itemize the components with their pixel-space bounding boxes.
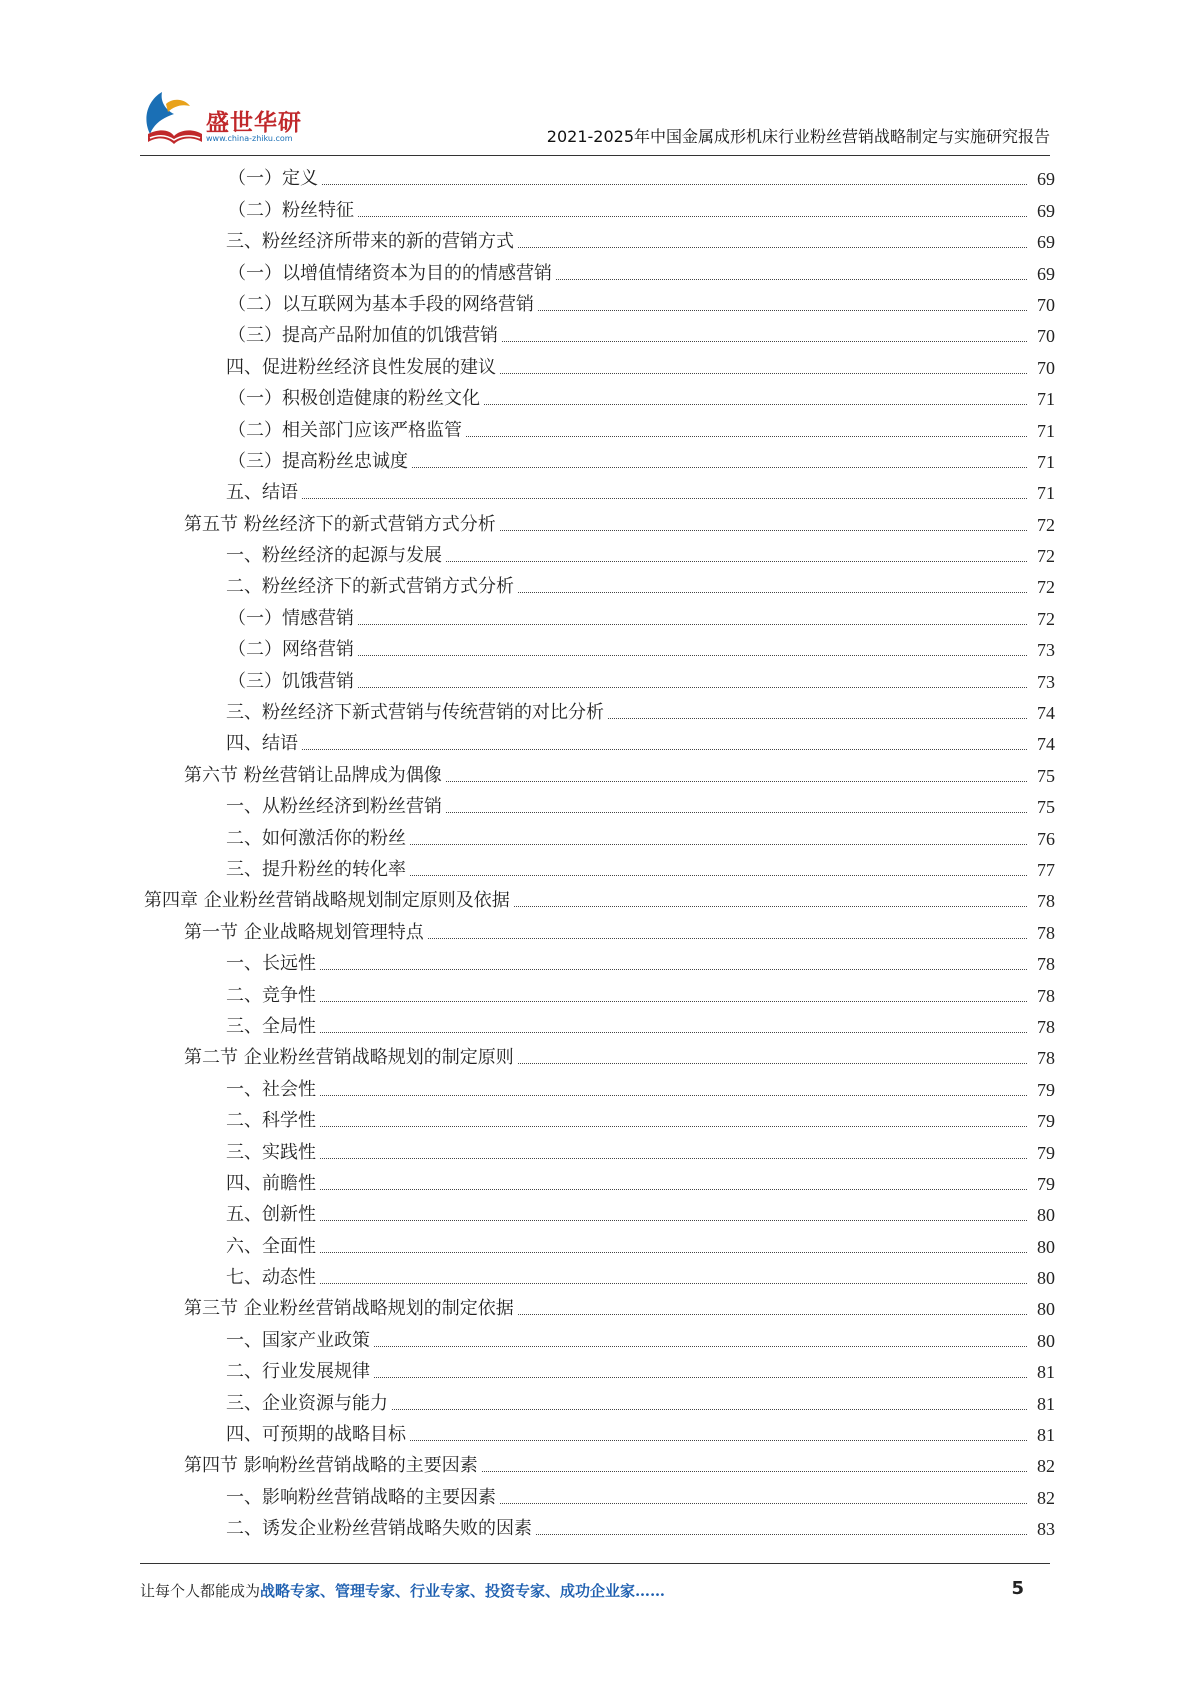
toc-leader-dots — [358, 655, 1027, 656]
toc-leader-dots — [518, 1063, 1027, 1064]
toc-leader-dots — [500, 373, 1027, 374]
toc-entry[interactable] — [140, 945, 1055, 976]
toc-leader-dots — [320, 1220, 1027, 1221]
header-divider — [140, 155, 1050, 156]
toc-entry-page: 82 — [1037, 1487, 1055, 1508]
toc-entry[interactable] — [140, 662, 1055, 693]
toc-entry-page: 80 — [1037, 1268, 1055, 1289]
toc-entry[interactable] — [140, 819, 1055, 850]
toc-entry-title: 三、企业资源与能力 — [226, 1392, 388, 1414]
toc-entry[interactable] — [140, 380, 1055, 411]
toc-entry-title: 七、动态性 — [226, 1267, 316, 1289]
toc-leader-dots — [538, 310, 1027, 311]
toc-entry[interactable] — [140, 1133, 1055, 1164]
toc-entry-title: 六、全面性 — [226, 1235, 316, 1257]
toc-entry-title: （三）提高粉丝忠诚度 — [228, 450, 408, 472]
footer-divider — [140, 1563, 1050, 1564]
toc-leader-dots — [320, 1283, 1027, 1284]
toc-entry[interactable] — [140, 191, 1055, 222]
toc-entry-title: 二、如何激活你的粉丝 — [226, 827, 406, 849]
toc-leader-dots — [484, 404, 1027, 405]
toc-entry-page: 79 — [1037, 1079, 1055, 1100]
toc-entry-page: 76 — [1037, 828, 1055, 849]
toc-entry-title: （二）相关部门应该严格监管 — [228, 419, 462, 441]
toc-entry-page: 81 — [1037, 1425, 1055, 1446]
toc-entry-page: 80 — [1037, 1330, 1055, 1351]
toc-entry[interactable] — [140, 1353, 1055, 1384]
toc-entry[interactable] — [140, 599, 1055, 630]
toc-entry-title: 二、竞争性 — [226, 984, 316, 1006]
toc-entry-title: 第二节 企业粉丝营销战略规划的制定原则 — [184, 1047, 514, 1069]
toc-entry[interactable] — [140, 1510, 1055, 1541]
toc-entry-page: 74 — [1037, 703, 1055, 724]
toc-entry[interactable] — [140, 1102, 1055, 1133]
toc-leader-dots — [374, 1377, 1027, 1378]
toc-entry-title: 一、影响粉丝营销战略的主要因素 — [226, 1486, 496, 1508]
toc-entry-title: 第三节 企业粉丝营销战略规划的制定依据 — [184, 1298, 514, 1320]
toc-entry[interactable] — [140, 223, 1055, 254]
toc-leader-dots — [482, 1471, 1027, 1472]
toc-entry[interactable] — [140, 725, 1055, 756]
toc-entry-title: 四、前瞻性 — [226, 1172, 316, 1194]
toc-entry[interactable] — [140, 1196, 1055, 1227]
toc-entry-page: 75 — [1037, 797, 1055, 818]
toc-leader-dots — [410, 844, 1027, 845]
toc-leader-dots — [500, 1503, 1027, 1504]
toc-entry[interactable] — [140, 537, 1055, 568]
toc-leader-dots — [302, 498, 1027, 499]
toc-entry-page: 78 — [1037, 954, 1055, 975]
toc-entry-title: 四、可预期的战略目标 — [226, 1424, 406, 1446]
toc-entry-page: 69 — [1037, 263, 1055, 284]
toc-leader-dots — [358, 687, 1027, 688]
toc-entry-page: 82 — [1037, 1456, 1055, 1477]
toc-entry-title: 一、国家产业政策 — [226, 1329, 370, 1351]
toc-entry-page: 83 — [1037, 1519, 1055, 1540]
toc-leader-dots — [374, 1346, 1027, 1347]
report-title: 2021-2025年中国金属成形机床行业粉丝营销战略制定与实施研究报告 — [546, 127, 1050, 146]
toc-entry-page: 79 — [1037, 1142, 1055, 1163]
page-header — [140, 80, 1050, 156]
toc-entry-title: 三、粉丝经济下新式营销与传统营销的对比分析 — [226, 702, 604, 724]
toc-entry[interactable] — [140, 1447, 1055, 1478]
toc-entry-page: 69 — [1037, 200, 1055, 221]
toc-entry-page: 77 — [1037, 859, 1055, 880]
toc-entry-page: 70 — [1037, 357, 1055, 378]
toc-leader-dots — [446, 561, 1027, 562]
toc-entry-title: 一、长远性 — [226, 953, 316, 975]
toc-entry-title: 二、诱发企业粉丝营销战略失败的因素 — [226, 1518, 532, 1540]
toc-entry[interactable] — [140, 851, 1055, 882]
toc-entry-title: （二）以互联网为基本手段的网络营销 — [228, 293, 534, 315]
brand-logo — [140, 84, 320, 154]
toc-entry-title: 第六节 粉丝营销让品牌成为偶像 — [184, 764, 442, 786]
toc-leader-dots — [608, 718, 1027, 719]
toc-entry-page: 70 — [1037, 326, 1055, 347]
toc-entry-page: 81 — [1037, 1393, 1055, 1414]
toc-leader-dots — [410, 875, 1027, 876]
toc-entry[interactable] — [140, 568, 1055, 599]
toc-entry-page: 72 — [1037, 577, 1055, 598]
toc-entry[interactable] — [140, 348, 1055, 379]
slogan-highlight: 战略专家、管理专家、行业专家、投资专家、成功企业家…… — [260, 1582, 666, 1600]
toc-entry[interactable] — [140, 1384, 1055, 1415]
toc-entry[interactable] — [140, 788, 1055, 819]
toc-entry-title: 二、粉丝经济下的新式营销方式分析 — [226, 576, 514, 598]
toc-entry[interactable] — [140, 286, 1055, 317]
toc-entry-title: 五、结语 — [226, 482, 298, 504]
slogan-prefix: 让每个人都能成为 — [140, 1582, 261, 1600]
brand-name: 盛世华研 — [206, 110, 302, 136]
toc-entry[interactable] — [140, 505, 1055, 536]
toc-entry-page: 78 — [1037, 891, 1055, 912]
toc-entry[interactable] — [140, 443, 1055, 474]
toc-entry[interactable] — [140, 1259, 1055, 1290]
toc-entry-title: 二、科学性 — [226, 1110, 316, 1132]
toc-entry-page: 70 — [1037, 294, 1055, 315]
toc-entry[interactable] — [140, 1321, 1055, 1352]
toc-leader-dots — [320, 1158, 1027, 1159]
toc-leader-dots — [412, 467, 1027, 468]
toc-entry[interactable] — [140, 1416, 1055, 1447]
toc-entry-title: 第四节 影响粉丝营销战略的主要因素 — [184, 1455, 478, 1477]
toc-leader-dots — [446, 812, 1027, 813]
toc-entry[interactable] — [140, 411, 1055, 442]
toc-entry[interactable] — [140, 160, 1055, 191]
toc-entry[interactable] — [140, 631, 1055, 662]
toc-entry-title: 一、从粉丝经济到粉丝营销 — [226, 796, 442, 818]
toc-leader-dots — [320, 969, 1027, 970]
toc-entry-page: 78 — [1037, 1016, 1055, 1037]
toc-entry[interactable] — [140, 254, 1055, 285]
toc-entry-title: 三、提升粉丝的转化率 — [226, 858, 406, 880]
table-of-contents — [140, 160, 1055, 1541]
toc-entry[interactable] — [140, 1039, 1055, 1070]
toc-leader-dots — [358, 216, 1027, 217]
toc-entry-page: 79 — [1037, 1111, 1055, 1132]
toc-entry[interactable] — [140, 474, 1055, 505]
toc-entry-page: 72 — [1037, 608, 1055, 629]
toc-leader-dots — [320, 1032, 1027, 1033]
toc-entry-page: 73 — [1037, 671, 1055, 692]
toc-entry-title: 第一节 企业战略规划管理特点 — [184, 921, 424, 943]
toc-entry[interactable] — [140, 1008, 1055, 1039]
toc-entry-page: 73 — [1037, 640, 1055, 661]
toc-leader-dots — [320, 1095, 1027, 1096]
toc-entry[interactable] — [140, 1227, 1055, 1258]
toc-leader-dots — [428, 938, 1027, 939]
toc-leader-dots — [320, 1126, 1027, 1127]
toc-entry-title: （一）定义 — [228, 168, 318, 190]
toc-entry-page: 72 — [1037, 514, 1055, 535]
toc-entry-title: （二）粉丝特征 — [228, 199, 354, 221]
toc-entry-page: 79 — [1037, 1173, 1055, 1194]
toc-entry[interactable] — [140, 1478, 1055, 1509]
toc-entry-page: 80 — [1037, 1299, 1055, 1320]
toc-entry-page: 80 — [1037, 1205, 1055, 1226]
toc-entry-page: 72 — [1037, 546, 1055, 567]
page-footer — [140, 1580, 1050, 1608]
toc-entry-title: 第五节 粉丝经济下的新式营销方式分析 — [184, 513, 496, 535]
toc-leader-dots — [358, 624, 1027, 625]
toc-entry[interactable] — [140, 1290, 1055, 1321]
toc-entry-title: 四、结语 — [226, 733, 298, 755]
toc-entry-title: 三、全局性 — [226, 1015, 316, 1037]
toc-entry-page: 69 — [1037, 232, 1055, 253]
toc-leader-dots — [410, 1440, 1027, 1441]
toc-entry-page: 71 — [1037, 451, 1055, 472]
toc-leader-dots — [500, 530, 1027, 531]
toc-entry[interactable] — [140, 317, 1055, 348]
footer-slogan — [140, 1580, 665, 1601]
toc-entry[interactable] — [140, 1165, 1055, 1196]
toc-entry-page: 78 — [1037, 1048, 1055, 1069]
toc-entry-title: 三、实践性 — [226, 1141, 316, 1163]
toc-leader-dots — [302, 749, 1027, 750]
toc-entry-title: （二）网络营销 — [228, 639, 354, 661]
toc-entry-title: （三）提高产品附加值的饥饿营销 — [228, 325, 498, 347]
toc-entry-title: （一）积极创造健康的粉丝文化 — [228, 388, 480, 410]
toc-leader-dots — [466, 436, 1027, 437]
toc-entry-page: 74 — [1037, 734, 1055, 755]
toc-leader-dots — [392, 1409, 1027, 1410]
toc-leader-dots — [518, 592, 1027, 593]
brand-url: www.china-zhiku.com — [206, 134, 293, 143]
toc-leader-dots — [518, 247, 1027, 248]
toc-entry-page: 69 — [1037, 169, 1055, 190]
toc-entry[interactable] — [140, 694, 1055, 725]
toc-leader-dots — [446, 781, 1027, 782]
toc-leader-dots — [556, 279, 1027, 280]
toc-leader-dots — [514, 906, 1027, 907]
toc-entry-page: 78 — [1037, 922, 1055, 943]
toc-entry[interactable] — [140, 976, 1055, 1007]
toc-entry-page: 71 — [1037, 420, 1055, 441]
toc-entry-title: 四、促进粉丝经济良性发展的建议 — [226, 356, 496, 378]
toc-entry-page: 75 — [1037, 765, 1055, 786]
toc-leader-dots — [322, 184, 1027, 185]
toc-entry-page: 81 — [1037, 1362, 1055, 1383]
toc-entry-page: 78 — [1037, 985, 1055, 1006]
logo-book-icon — [140, 84, 210, 154]
toc-entry-title: 三、粉丝经济所带来的新的营销方式 — [226, 231, 514, 253]
toc-entry-page: 80 — [1037, 1236, 1055, 1257]
toc-leader-dots — [536, 1534, 1027, 1535]
toc-entry-title: （三）饥饿营销 — [228, 670, 354, 692]
toc-entry-title: 第四章 企业粉丝营销战略规划制定原则及依据 — [144, 890, 510, 912]
toc-entry-page: 71 — [1037, 389, 1055, 410]
toc-leader-dots — [502, 341, 1027, 342]
toc-entry-page: 71 — [1037, 483, 1055, 504]
toc-leader-dots — [320, 1252, 1027, 1253]
toc-entry-title: （一）情感营销 — [228, 607, 354, 629]
toc-entry[interactable] — [140, 913, 1055, 944]
toc-entry-title: 二、行业发展规律 — [226, 1361, 370, 1383]
toc-leader-dots — [320, 1001, 1027, 1002]
toc-entry-title: （一）以增值情绪资本为目的的情感营销 — [228, 262, 552, 284]
toc-leader-dots — [518, 1314, 1027, 1315]
toc-entry[interactable] — [140, 1070, 1055, 1101]
toc-entry-title: 一、社会性 — [226, 1078, 316, 1100]
toc-leader-dots — [320, 1189, 1027, 1190]
toc-entry-title: 五、创新性 — [226, 1204, 316, 1226]
toc-entry[interactable] — [140, 756, 1055, 787]
page-number: 5 — [1011, 1578, 1024, 1599]
toc-entry-title: 一、粉丝经济的起源与发展 — [226, 545, 442, 567]
toc-entry[interactable] — [140, 882, 1055, 913]
